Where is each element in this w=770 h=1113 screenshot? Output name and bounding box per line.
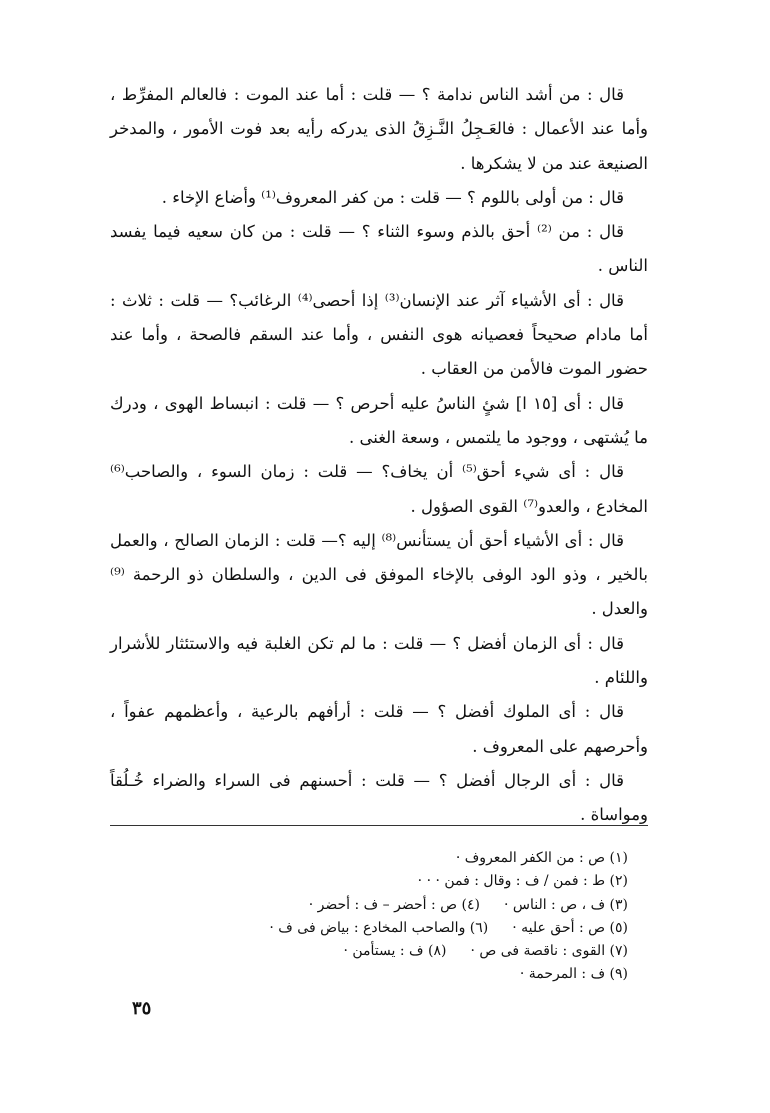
paragraph: قال : من أولى باللوم ؟ — قلت : من كفر المعروف⁽¹⁾ وأضاع الإخاء . bbox=[161, 187, 624, 207]
footnote-divider bbox=[110, 825, 648, 826]
footnote: (٧) القوى : ناقصة فى ص · bbox=[470, 943, 628, 960]
footnotes bbox=[110, 847, 628, 987]
footnote: (٨) ف : يستأمن · bbox=[343, 943, 447, 960]
footnote-line bbox=[110, 894, 628, 917]
footnote: (٤) ص : أحضر – ف : أحضر · bbox=[308, 896, 480, 913]
paragraph: قال : أى الملوك أفضل ؟ — قلت : أرأفهم بالرعية ، وأعظمهم عفواً ، وأحرصهم على المعروف . bbox=[110, 702, 648, 756]
page-number: ٣٥ bbox=[132, 998, 152, 1019]
footnote-line bbox=[110, 870, 628, 893]
footnote: (٦) والصاحب المخادع : بياض فى ف · bbox=[269, 919, 489, 936]
paragraph: قال : أى شيء أحق⁽⁵⁾ أن يخاف؟ — قلت : زمان السوء ، والصاحب⁽⁶⁾ المخادع ، والعدو⁽⁷⁾ القوى الصؤول . bbox=[110, 462, 648, 516]
paragraph: قال : أى الأشياء آثر عند الإنسان⁽³⁾ إذا أحصى⁽⁴⁾ الرغائب؟ — قلت : ثلاث : أما مادام صحيحاً فعصيانه هوى النفس ، وأما عند السقم فالصحة ، وأما عند حضور الموت فالأمن من العقاب . bbox=[110, 290, 648, 379]
footnote-line bbox=[110, 963, 628, 986]
footnote: (٩) ف : المرحمة · bbox=[519, 966, 628, 983]
paragraph: قال : من ⁽²⁾ أحق بالذم وسوء الثناء ؟ — قلت : من كان سعيه فيما يفسد الناس . bbox=[110, 222, 648, 276]
paragraph: قال : من أشد الناس ندامة ؟ — قلت : أما عند الموت : فالعالم المفرِّط ، وأما عند الأعمال : فالعَـجِلُ النَّـزِقُ الذى يدركه رأيه بعد فوت الأمور ، والمدخر الصنيعة عند من لا يشكرها . bbox=[110, 85, 648, 173]
footnote: (٣) ف ، ص : الناس · bbox=[503, 896, 628, 913]
footnote-line bbox=[110, 847, 628, 870]
footnote: (٥) ص : أحق عليه · bbox=[512, 919, 628, 936]
paragraph: قال : أى الأشياء أحق أن يستأنس⁽⁸⁾ إليه ؟— قلت : الزمان الصالح ، والعمل بالخير ، وذو الود الوفى بالإخاء الموفق فى الدين ، والسلطان ذو الرحمة ⁽⁹⁾ والعدل . bbox=[110, 530, 648, 619]
footnote-line bbox=[110, 940, 628, 963]
footnote-line bbox=[110, 917, 628, 940]
main-text bbox=[110, 78, 648, 833]
paragraph: قال : أى الزمان أفضل ؟ — قلت : ما لم تكن الغلبة فيه والاستئثار للأشرار واللئام . bbox=[110, 633, 648, 688]
paragraph: قال : أى الرجال أفضل ؟ — قلت : أحسنهم فى السراء والضراء خُـلُقاً ومواساة . bbox=[110, 770, 648, 825]
footnote: (٢) ط : فمن / ف : وقال : فمن · · · bbox=[417, 873, 628, 890]
footnote: (١) ص : من الكفر المعروف · bbox=[455, 850, 628, 866]
paragraph: قال : أى [١٥ ا] شئٍ الناسُ عليه أحرص ؟ — قلت : انبساط الهوى ، ودرك ما يُشتهى ، ووجود ما يلتمس ، وسعة الغنى . bbox=[110, 393, 648, 447]
